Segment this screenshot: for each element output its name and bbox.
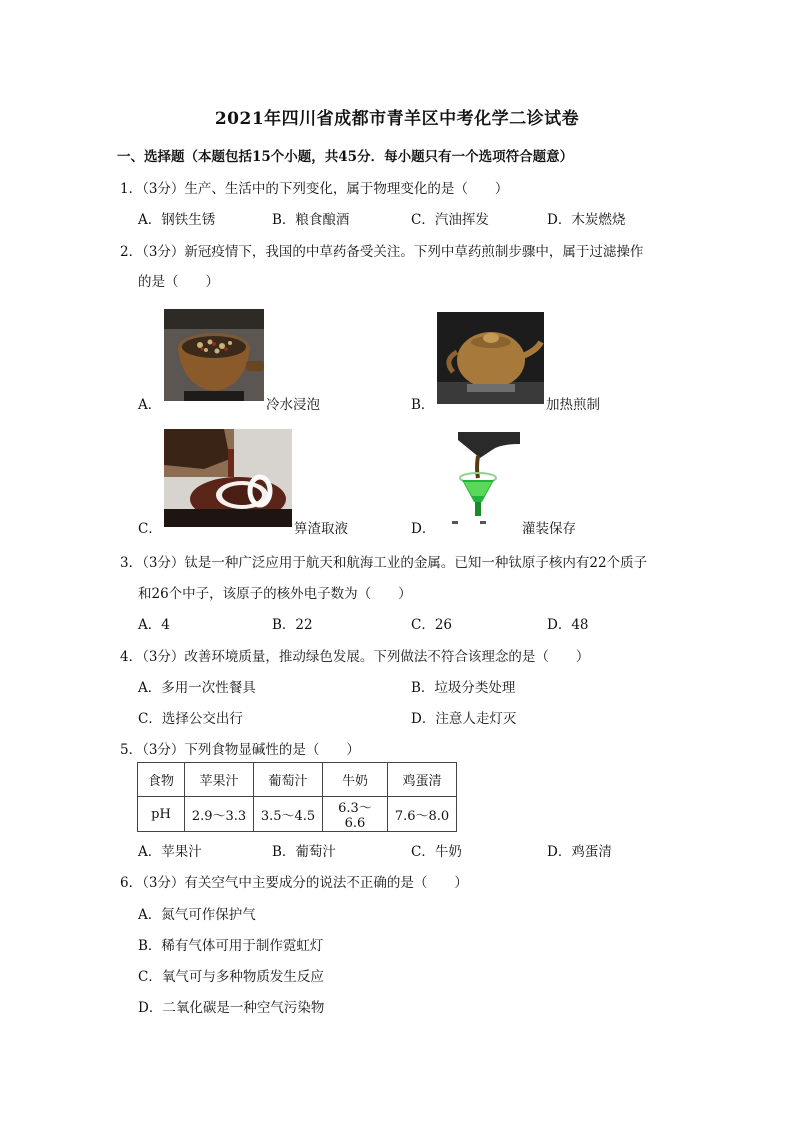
q5-option-d: D．鸡蛋清 (547, 844, 612, 860)
page-title: 2021年四川省成都市青羊区中考化学二诊试卷 (214, 109, 580, 129)
q3-option-c: C．26 (411, 617, 453, 633)
section-heading: 一、选择题（本题包括15个小题，共45分．每小题只有一个选项符合题意） (117, 149, 574, 165)
question-3-stem-line-1: 3．（3分）钛是一种广泛应用于航天和航海工业的金属。已知一种钛原子核内有22个质子 (120, 555, 648, 571)
q4-option-c: C．选择公交出行 (138, 711, 243, 727)
ph-table (137, 762, 457, 832)
table-header-cell: 葡萄汁 (254, 763, 323, 797)
q2-option-b-letter: B． (411, 397, 435, 413)
q4-option-b: B．垃圾分类处理 (411, 680, 516, 696)
q2-option-d-letter: D． (411, 521, 436, 537)
table-cell: 6.3～6.6 (323, 797, 388, 832)
question-4-stem: 4．（3分）改善环境质量，推动绿色发展。下列做法不符合该理念的是（ ） (120, 649, 590, 665)
table-header-cell: 牛奶 (323, 763, 388, 797)
table-cell: 7.6～8.0 (388, 797, 457, 832)
q5-option-a: A．苹果汁 (138, 844, 202, 860)
table-row (138, 797, 457, 832)
clay-pot-herbs-icon (164, 309, 264, 401)
q4-option-d: D．注意人走灯灭 (411, 711, 517, 727)
q2-option-a-letter: A． (138, 397, 162, 413)
q4-option-a: A．多用一次性餐具 (138, 680, 256, 696)
question-2-stem-line-2: 的是（ ） (138, 274, 219, 290)
q5-option-c: C．牛奶 (411, 844, 462, 860)
q1-option-b: B．粮食酿酒 (272, 212, 350, 228)
q6-option-c: C．氧气可与多种物质发生反应 (138, 969, 324, 985)
table-cell: 2.9～3.3 (185, 797, 254, 832)
question-1-stem: 1．（3分）生产、生活中的下列变化，属于物理变化的是（ ） (120, 181, 509, 197)
q1-option-d: D．木炭燃烧 (547, 212, 626, 228)
q6-option-b: B．稀有气体可用于制作霓虹灯 (138, 938, 324, 954)
table-cell: pH (138, 797, 185, 832)
q1-option-a: A．钢铁生锈 (138, 212, 216, 228)
q5-option-b: B．葡萄汁 (272, 844, 336, 860)
q2-option-b-caption: 加热煎制 (546, 397, 600, 413)
q2-option-c-caption: 箅渣取液 (294, 521, 348, 537)
question-3-stem-line-2: 和26个中子，该原子的核外电子数为（ ） (138, 586, 412, 602)
table-cell: 3.5～4.5 (254, 797, 323, 832)
q3-option-d: D．48 (547, 617, 589, 633)
green-funnel-bottle-icon (440, 432, 520, 528)
question-5-stem: 5．（3分）下列食物显碱性的是（ ） (120, 742, 360, 758)
q3-option-b: B．22 (272, 617, 313, 633)
table-row (138, 763, 457, 797)
table-header-cell: 食物 (138, 763, 185, 797)
question-6-stem: 6．（3分）有关空气中主要成分的说法不正确的是（ ） (120, 875, 468, 891)
question-2-stem-line-1: 2．（3分）新冠疫情下，我国的中草药备受关注。下列中草药煎制步骤中，属于过滤操作 (120, 244, 644, 260)
q3-option-a: A．4 (138, 617, 170, 633)
q2-option-a-caption: 冷水浸泡 (266, 397, 320, 413)
q6-option-d: D．二氧化碳是一种空气污染物 (138, 1000, 325, 1016)
pouring-through-strainer-icon (164, 429, 292, 527)
table-header-cell: 鸡蛋清 (388, 763, 457, 797)
q2-option-c-letter: C． (138, 521, 162, 537)
q2-option-d-caption: 灌装保存 (522, 521, 576, 537)
teapot-on-stove-icon (437, 312, 544, 404)
table-header-cell: 苹果汁 (185, 763, 254, 797)
q6-option-a: A．氮气可作保护气 (138, 907, 256, 923)
q1-option-c: C．汽油挥发 (411, 212, 489, 228)
